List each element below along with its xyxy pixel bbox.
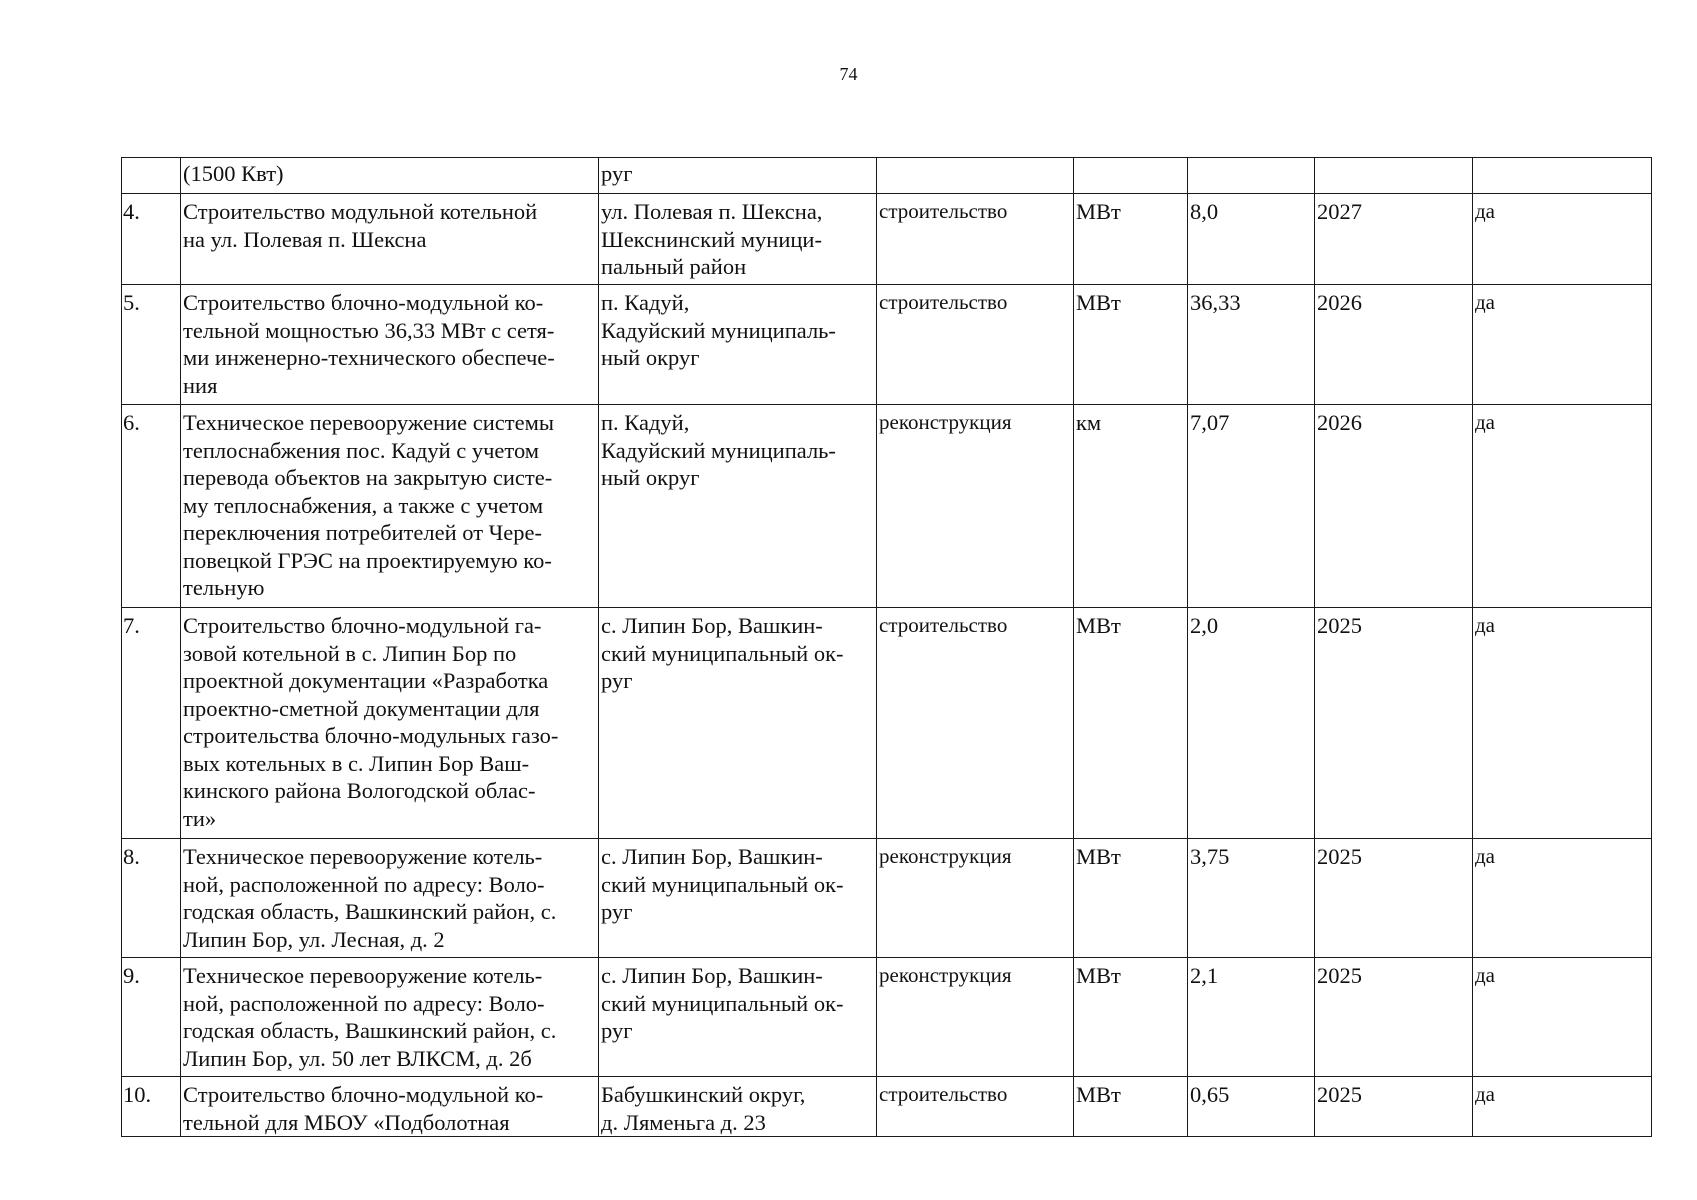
project-title-cell <box>181 285 599 405</box>
work-type-cell: реконструкция <box>877 839 1074 958</box>
project-title-cell <box>181 405 599 608</box>
project-title-line: Строительство блочно-модульной га- <box>183 613 542 638</box>
location-line: д. Ляменьга д. 23 <box>601 1109 766 1135</box>
row-number-cell: 8. <box>122 839 181 958</box>
project-title-line: ти» <box>183 805 217 831</box>
work-type-cell: строительство <box>877 608 1074 839</box>
location-line: п. Кадуй, <box>601 290 690 315</box>
project-title-line: тельной для МБОУ «Подболотная <box>183 1109 510 1135</box>
table-row <box>122 608 1652 839</box>
project-title-line: ной, расположенной по адресу: Воло- <box>183 871 545 897</box>
flag-cell <box>1473 158 1652 194</box>
project-title-line: тельную <box>183 575 265 600</box>
year-cell: 2025 <box>1315 839 1473 958</box>
location-cell <box>599 1077 877 1137</box>
work-type-cell <box>877 158 1074 194</box>
work-type-cell: строительство <box>877 285 1074 405</box>
project-title-line: проектной документации «Разработка <box>183 668 549 693</box>
capacity-value-cell: 0,65 <box>1188 1077 1315 1137</box>
location-cell <box>599 958 877 1077</box>
location-line: пальный район <box>601 254 747 279</box>
flag-cell: да <box>1473 608 1652 839</box>
location-cell <box>599 608 877 839</box>
year-cell: 2025 <box>1315 1077 1473 1137</box>
work-type-cell: строительство <box>877 194 1074 285</box>
table-row <box>122 285 1652 405</box>
location-line: ский муниципальный ок- <box>601 990 844 1016</box>
project-title-line: вых котельных в с. Липин Бор Ваш- <box>183 750 530 776</box>
location-line: ный округ <box>601 345 700 370</box>
work-type-cell: строительство <box>877 1077 1074 1137</box>
location-line: ул. Полевая п. Шексна, <box>601 199 823 224</box>
location-line: руг <box>601 1018 633 1043</box>
unit-cell: МВт <box>1074 194 1188 285</box>
location-line: руг <box>601 668 633 693</box>
flag-cell: да <box>1473 405 1652 608</box>
capacity-value-cell: 2,0 <box>1188 608 1315 839</box>
flag-cell: да <box>1473 839 1652 958</box>
project-title-line: Строительство модульной котельной <box>183 199 538 224</box>
location-line: Кадуйский муниципаль- <box>601 437 836 463</box>
unit-cell: МВт <box>1074 958 1188 1077</box>
table-row <box>122 405 1652 608</box>
project-title-line: Строительство блочно-модульной ко- <box>183 1082 544 1107</box>
unit-cell: МВт <box>1074 608 1188 839</box>
row-number-cell <box>122 158 181 194</box>
project-title-line: теплоснабжения пос. Кадуй с учетом <box>183 437 540 463</box>
capacity-value-cell: 36,33 <box>1188 285 1315 405</box>
project-title-cell <box>181 958 599 1077</box>
year-cell: 2027 <box>1315 194 1473 285</box>
location-line: с. Липин Бор, Вашкин- <box>601 963 823 988</box>
table-row <box>122 194 1652 285</box>
flag-cell: да <box>1473 1077 1652 1137</box>
row-number-cell: 7. <box>122 608 181 839</box>
unit-cell: МВт <box>1074 285 1188 405</box>
location-line: п. Кадуй, <box>601 410 690 435</box>
work-type-cell: реконструкция <box>877 405 1074 608</box>
project-title-line: ния <box>183 372 218 398</box>
capacity-value-cell: 3,75 <box>1188 839 1315 958</box>
flag-cell: да <box>1473 194 1652 285</box>
table-row <box>122 958 1652 1077</box>
row-number-cell: 5. <box>122 285 181 405</box>
project-title-line: зовой котельной в с. Липин Бор по <box>183 640 517 666</box>
project-title-line: проектно-сметной документации для <box>183 695 540 721</box>
project-title-cell <box>181 1077 599 1137</box>
project-title-line: кинского района Вологодской облас- <box>183 778 536 803</box>
project-title-line: годская область, Вашкинский район, с. <box>183 1018 557 1043</box>
project-title-cell <box>181 158 599 194</box>
year-cell: 2025 <box>1315 608 1473 839</box>
location-cell <box>599 839 877 958</box>
location-cell <box>599 405 877 608</box>
project-title-line: на ул. Полевая п. Шексна <box>183 226 427 252</box>
project-title-line: переключения потребителей от Чере- <box>183 520 543 545</box>
unit-cell: км <box>1074 405 1188 608</box>
project-title-line: Липин Бор, ул. 50 лет ВЛКСМ, д. 2б <box>183 1045 532 1071</box>
unit-cell <box>1074 158 1188 194</box>
row-number-cell: 10. <box>122 1077 181 1137</box>
project-title-cell <box>181 839 599 958</box>
location-line: с. Липин Бор, Вашкин- <box>601 844 823 869</box>
table-body <box>122 158 1652 1137</box>
flag-cell: да <box>1473 285 1652 405</box>
project-title-line: Техническое перевооружение системы <box>183 410 554 435</box>
row-number-cell: 9. <box>122 958 181 1077</box>
capacity-value-cell: 8,0 <box>1188 194 1315 285</box>
year-cell: 2026 <box>1315 405 1473 608</box>
table-row <box>122 1077 1652 1137</box>
projects-table <box>121 157 1652 1137</box>
project-title-line: повецкой ГРЭС на проектируемую ко- <box>183 547 552 573</box>
project-title-cell <box>181 194 599 285</box>
capacity-value-cell: 2,1 <box>1188 958 1315 1077</box>
project-title-cell <box>181 608 599 839</box>
project-title-line: му теплоснабжения, а также с учетом <box>183 492 544 518</box>
work-type-cell: реконструкция <box>877 958 1074 1077</box>
location-line: с. Липин Бор, Вашкин- <box>601 613 823 638</box>
location-line: ский муниципальный ок- <box>601 871 844 897</box>
project-title-line: Липин Бор, ул. Лесная, д. 2 <box>183 926 445 952</box>
project-title-line: Строительство блочно-модульной ко- <box>183 290 544 315</box>
location-line: Кадуйский муниципаль- <box>601 317 836 343</box>
unit-cell: МВт <box>1074 839 1188 958</box>
project-title-line: (1500 Квт) <box>183 161 284 186</box>
project-title-line: Техническое перевооружение котель- <box>183 844 543 869</box>
project-title-line: ми инженерно-технического обеспече- <box>183 345 555 370</box>
project-title-line: тельной мощностью 36,33 МВт с сетя- <box>183 317 555 343</box>
table-row <box>122 839 1652 958</box>
location-line: Шекснинский муници- <box>601 226 822 252</box>
year-cell: 2026 <box>1315 285 1473 405</box>
flag-cell: да <box>1473 958 1652 1077</box>
location-line: Бабушкинский округ, <box>601 1082 806 1107</box>
project-title-line: перевода объектов на закрытую систе- <box>183 465 553 490</box>
location-cell <box>599 285 877 405</box>
location-cell <box>599 194 877 285</box>
location-cell <box>599 158 877 194</box>
project-title-line: Техническое перевооружение котель- <box>183 963 543 988</box>
project-title-line: ной, расположенной по адресу: Воло- <box>183 990 545 1016</box>
location-line: ский муниципальный ок- <box>601 640 844 666</box>
location-line: руг <box>601 899 633 924</box>
table-row <box>122 158 1652 194</box>
location-line: ный округ <box>601 465 700 490</box>
unit-cell: МВт <box>1074 1077 1188 1137</box>
capacity-value-cell: 7,07 <box>1188 405 1315 608</box>
project-title-line: годская область, Вашкинский район, с. <box>183 899 557 924</box>
row-number-cell: 4. <box>122 194 181 285</box>
capacity-value-cell <box>1188 158 1315 194</box>
year-cell: 2025 <box>1315 958 1473 1077</box>
year-cell <box>1315 158 1473 194</box>
location-line: руг <box>601 161 633 186</box>
row-number-cell: 6. <box>122 405 181 608</box>
page-number: 74 <box>839 64 858 84</box>
project-title-line: строительства блочно-модульных газо- <box>183 723 559 748</box>
